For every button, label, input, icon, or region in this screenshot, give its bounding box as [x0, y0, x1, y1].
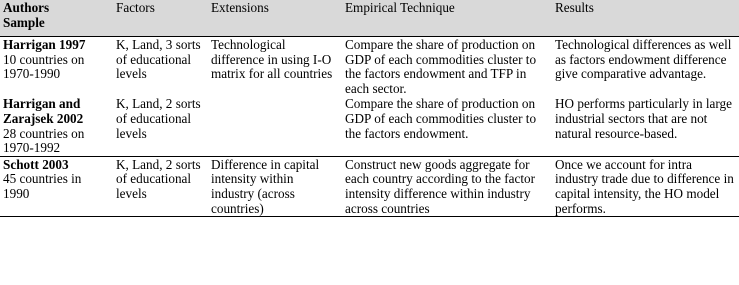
table-row: [0, 96, 739, 156]
author-name: Schott 2003: [3, 156, 69, 172]
header-authors-sample: [0, 0, 113, 37]
header-technique: Empirical Technique: [342, 0, 552, 37]
header-factors: Factors: [113, 0, 208, 37]
sample-text: 45 countries in 1990: [3, 171, 82, 201]
sample-text: 10 countries on 1970-1990: [3, 51, 85, 82]
factors-cell: K, Land, 2 sorts of educational levels: [113, 96, 208, 156]
technique-cell: Construct new goods aggregate for each country according to the factor intensity difference within industry across countries: [342, 156, 552, 216]
table-row: [0, 156, 739, 216]
author-cell: [0, 96, 113, 156]
extensions-cell: Technological difference in using I-O matrix for all countries: [211, 37, 333, 82]
author-cell: [0, 37, 113, 97]
header-sample: Sample: [3, 14, 45, 30]
technique-cell: Compare the share of production on GDP of each commodities cluster to the factors endowment and TFP in each sector.: [345, 37, 537, 96]
author-cell: [0, 156, 113, 216]
author-name: Harrigan 1997: [3, 37, 86, 52]
header-extensions: Extensions: [208, 0, 342, 37]
header-row: [0, 0, 739, 37]
sample-text: 28 countries on 1970-1992: [3, 125, 85, 156]
extensions-cell: Difference in capital intensity within industry (across countries): [208, 156, 342, 216]
header-results: Results: [552, 0, 739, 37]
factors-cell: K, Land, 2 sorts of educational levels: [113, 156, 208, 216]
header-authors: Authors: [3, 0, 50, 15]
results-cell: Technological differences as well as factors endowment difference give comparative advantage.: [555, 37, 732, 82]
author-name: Harrigan and Zarajsek 2002: [3, 96, 84, 126]
results-cell: Once we account for intra industry trade due to difference in capital intensity, the HO model performs.: [552, 156, 739, 216]
technique-cell: Compare the share of production on GDP of each commodities cluster to the factors endowment.: [342, 96, 552, 156]
table-row: [0, 37, 739, 97]
factors-cell: K, Land, 3 sorts of educational levels: [116, 37, 201, 82]
results-cell: HO performs particularly in large industrial sectors that are not natural resource-based.: [552, 96, 739, 156]
extensions-cell: [208, 96, 342, 156]
